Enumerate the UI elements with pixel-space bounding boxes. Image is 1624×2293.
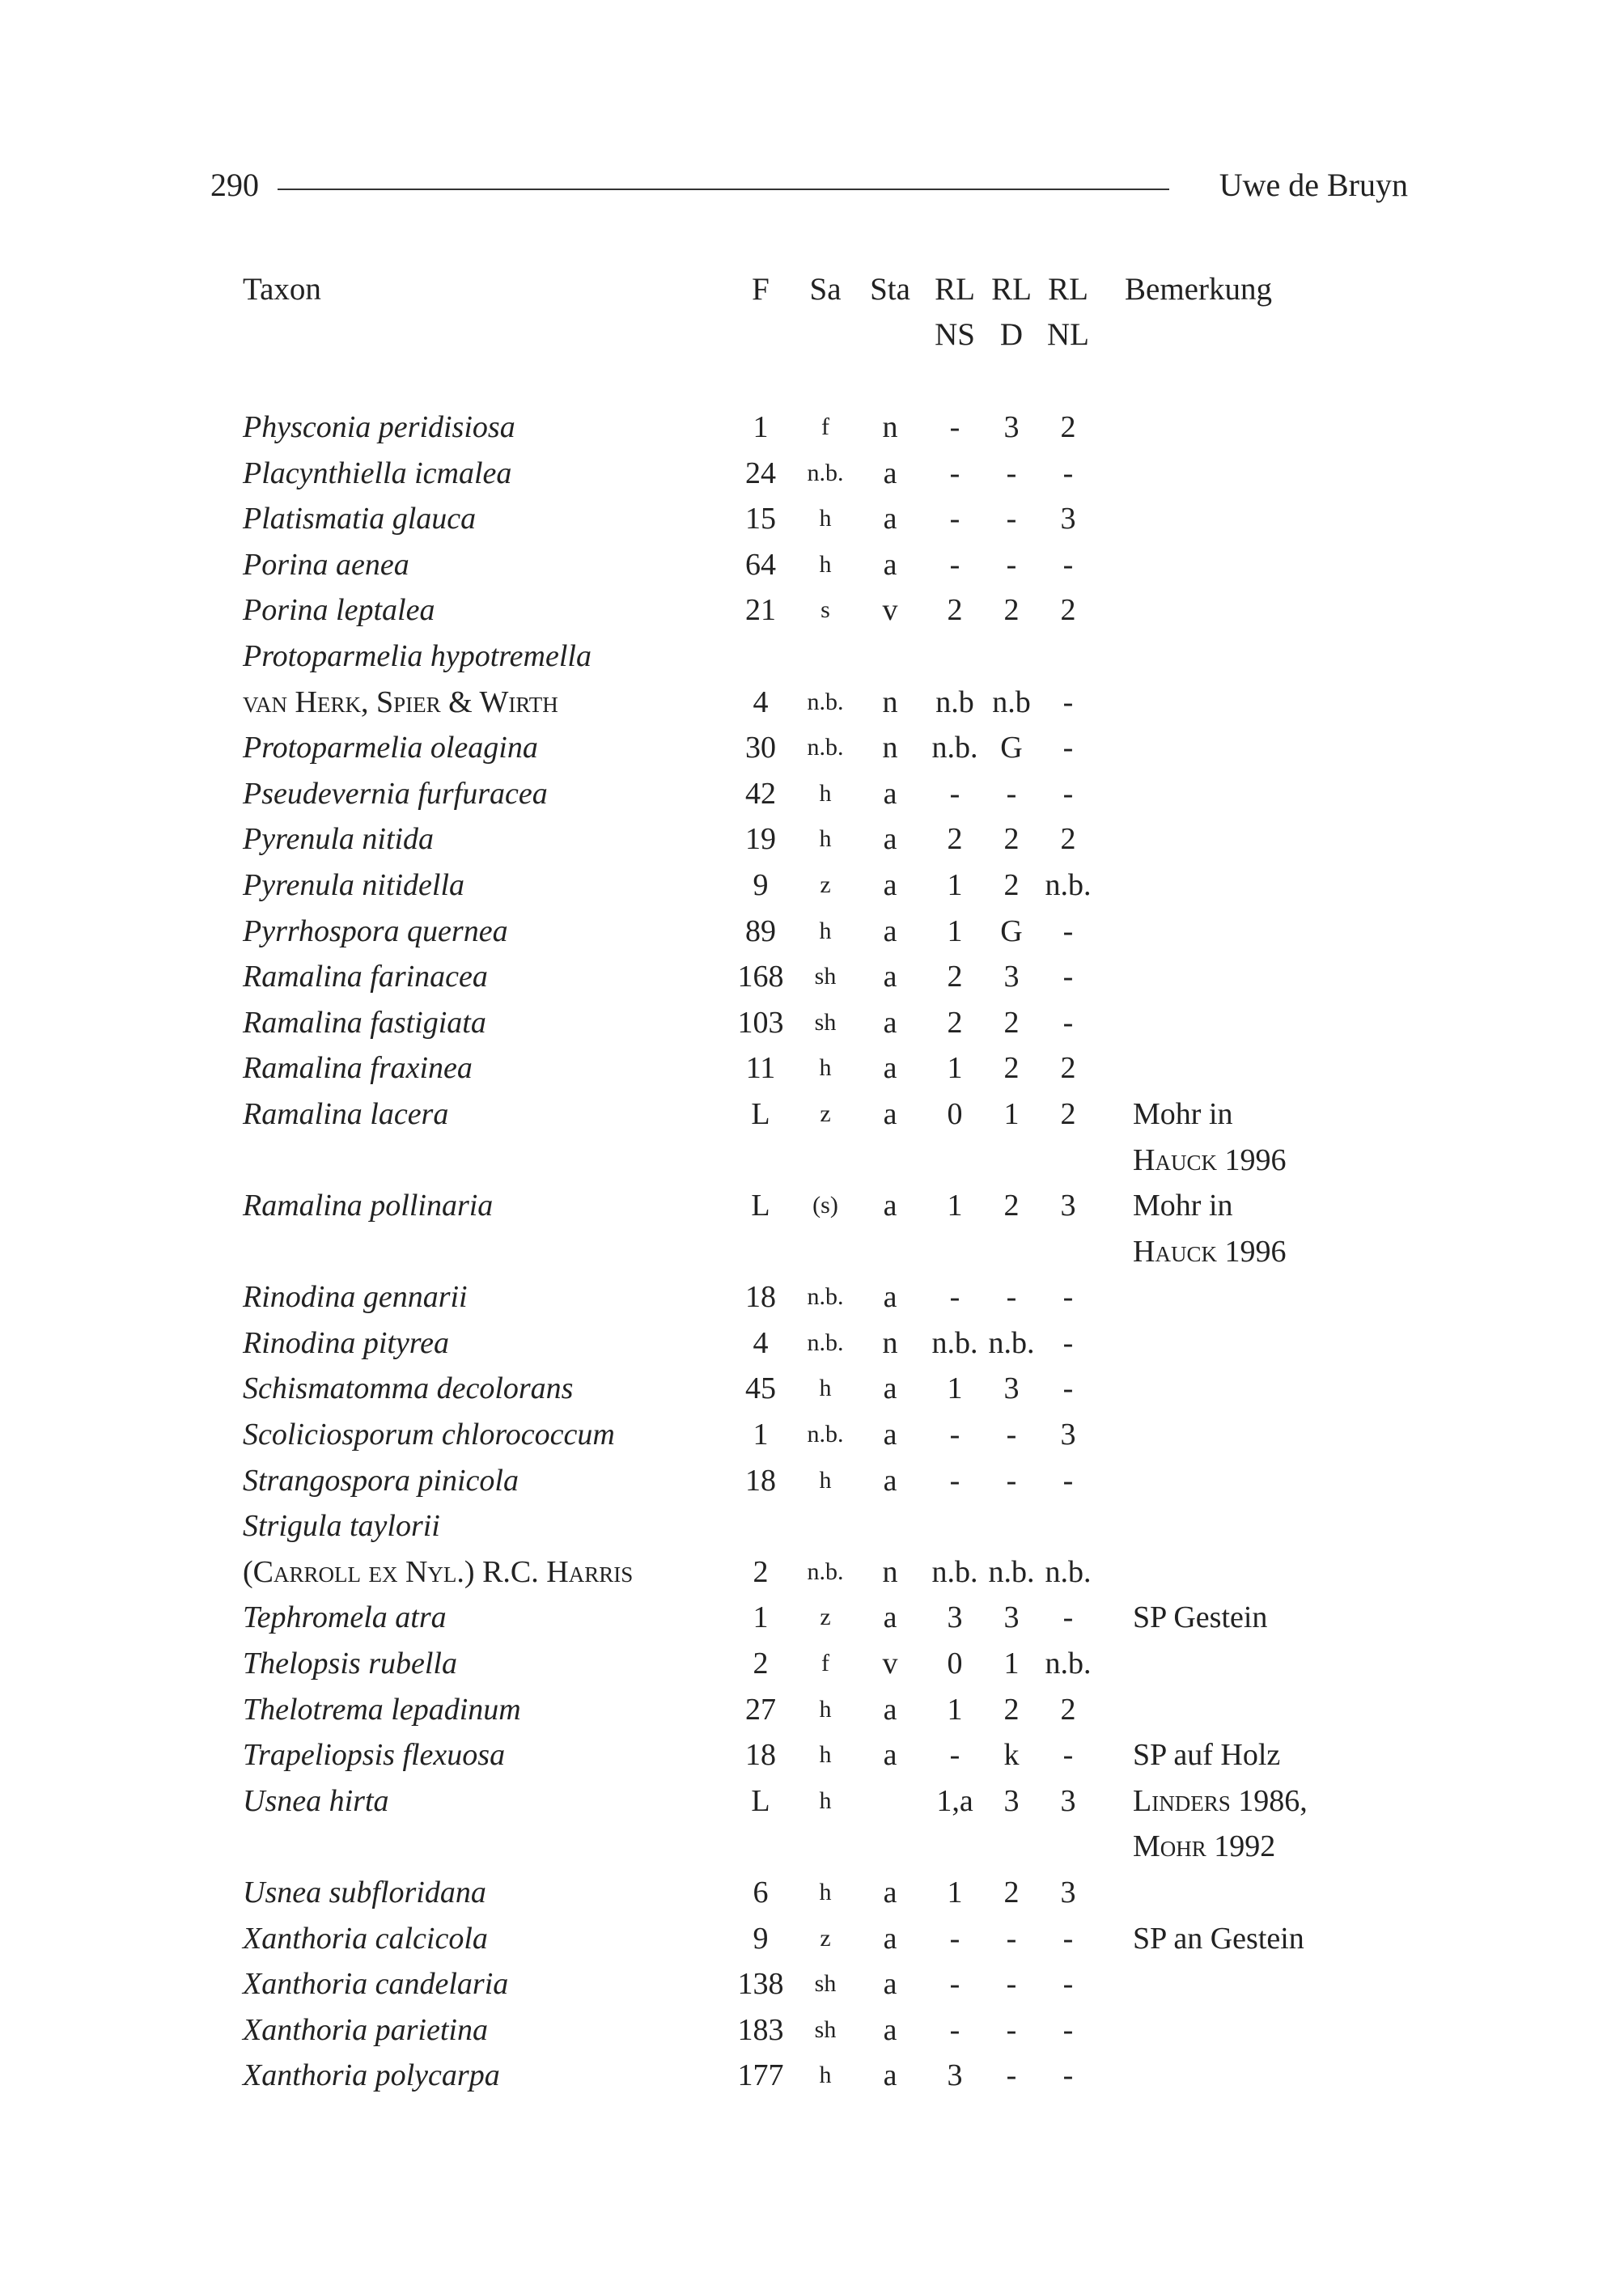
table-row bbox=[243, 1916, 1392, 1962]
rl-d-cell: - bbox=[1006, 1280, 1017, 1315]
rl-ns-cell: 1 bbox=[947, 1371, 963, 1406]
rl-nl-cell: - bbox=[1062, 547, 1074, 582]
table-row bbox=[243, 680, 1392, 726]
rl-d-cell: 3 bbox=[1003, 1371, 1020, 1406]
rl-d-cell: 2 bbox=[1003, 1051, 1020, 1086]
sta-cell: a bbox=[883, 1189, 897, 1223]
sta-cell: a bbox=[883, 1876, 897, 1909]
sa-cell: sh bbox=[814, 1970, 837, 1998]
f-cell: 18 bbox=[745, 1280, 776, 1315]
rl-ns-cell: - bbox=[949, 502, 960, 536]
rl-nl-cell: 3 bbox=[1060, 502, 1076, 536]
table-row bbox=[243, 1778, 1392, 1870]
rl-ns-cell: - bbox=[949, 1463, 960, 1498]
bemerkung-cell bbox=[1133, 1916, 1400, 1962]
sta-cell: a bbox=[883, 456, 897, 490]
f-cell: 24 bbox=[745, 456, 776, 490]
taxon-cell: Pseudevernia furfuracea bbox=[243, 776, 548, 811]
rl-d-cell: 2 bbox=[1003, 1692, 1020, 1727]
header-rule bbox=[278, 189, 1169, 190]
sa-cell: n.b. bbox=[807, 688, 844, 715]
sa-cell: h bbox=[819, 825, 832, 853]
taxon-cell: Thelopsis rubella bbox=[243, 1647, 457, 1681]
bemerkung-line: SP auf Holz bbox=[1133, 1738, 1281, 1773]
sta-cell: a bbox=[883, 1005, 897, 1040]
rl-ns-cell: - bbox=[949, 410, 960, 444]
rl-nl-cell: - bbox=[1062, 1280, 1074, 1315]
rl-ns-cell: 1 bbox=[947, 913, 963, 948]
sta-cell: a bbox=[883, 1371, 897, 1406]
f-cell: L bbox=[751, 1189, 770, 1223]
f-cell: 21 bbox=[745, 593, 776, 628]
bemerkung-cell bbox=[1133, 1732, 1400, 1778]
page-number: 290 bbox=[210, 167, 259, 203]
rl-nl-cell: - bbox=[1062, 1921, 1074, 1956]
rl-nl-cell: - bbox=[1062, 1005, 1074, 1040]
rl-ns-cell: 1 bbox=[947, 1189, 963, 1223]
taxon-cell: Pyrenula nitidella bbox=[243, 867, 465, 902]
rl-nl-cell: - bbox=[1062, 913, 1074, 948]
bemerkung-line: Mohr in bbox=[1133, 1096, 1233, 1131]
f-cell: 103 bbox=[737, 1005, 784, 1040]
sa-cell: sh bbox=[814, 2015, 837, 2043]
sa-cell: n.b. bbox=[807, 1283, 844, 1311]
rl-nl-cell: - bbox=[1062, 685, 1074, 719]
table-row bbox=[243, 2053, 1392, 2099]
table-row bbox=[243, 1274, 1392, 1320]
taxon-cell: Tephromela atra bbox=[243, 1600, 447, 1635]
sta-cell: a bbox=[883, 2012, 897, 2047]
taxon-cell: Thelotrema lepadinum bbox=[243, 1692, 521, 1727]
taxon-cell: Ramalina lacera bbox=[243, 1096, 449, 1131]
table-row bbox=[243, 1732, 1392, 1778]
sa-cell: n.b. bbox=[807, 734, 844, 761]
rl-ns-cell: 2 bbox=[947, 822, 963, 857]
rl-nl-cell: 2 bbox=[1060, 822, 1076, 857]
rl-nl-cell: n.b. bbox=[1045, 867, 1092, 902]
rl-d-cell: 1 bbox=[1003, 1096, 1020, 1131]
taxon-cell: Pyrrhospora quernea bbox=[243, 913, 508, 948]
taxon-cell: Porina aenea bbox=[243, 547, 409, 582]
sta-cell: a bbox=[883, 776, 897, 811]
sa-cell: f bbox=[821, 1650, 829, 1677]
rl-d-cell: 1 bbox=[1003, 1647, 1020, 1681]
rl-ns-cell: n.b bbox=[935, 685, 974, 719]
rl-nl-cell: 3 bbox=[1060, 1783, 1076, 1818]
table-row bbox=[243, 1595, 1392, 1641]
rl-nl-cell: - bbox=[1062, 960, 1074, 994]
f-cell: 9 bbox=[753, 867, 769, 902]
rl-d-cell: 3 bbox=[1003, 1783, 1020, 1818]
col-head-sta: Sta bbox=[870, 272, 910, 307]
f-cell: 18 bbox=[745, 1738, 776, 1773]
f-cell: 1 bbox=[753, 1600, 769, 1635]
col-head-rl-ns: RL NS bbox=[935, 272, 975, 352]
table-row bbox=[243, 1320, 1392, 1367]
bemerkung-cell bbox=[1133, 1595, 1400, 1641]
sa-cell: s bbox=[820, 596, 830, 624]
sa-cell: z bbox=[820, 1100, 831, 1127]
sta-cell: a bbox=[883, 1051, 897, 1086]
rl-d-cell: - bbox=[1006, 2058, 1017, 2093]
taxon-cell: Xanthoria candelaria bbox=[243, 1967, 509, 2002]
sta-cell: a bbox=[883, 913, 897, 948]
rl-ns-cell: 0 bbox=[947, 1096, 963, 1131]
taxon-cell: Trapeliopsis flexuosa bbox=[243, 1738, 506, 1773]
rl-d-cell: - bbox=[1006, 456, 1017, 490]
rl-d-cell: - bbox=[1006, 776, 1017, 811]
sta-cell: n bbox=[882, 1554, 898, 1589]
sta-cell: a bbox=[883, 1418, 897, 1452]
table-row bbox=[243, 1412, 1392, 1458]
table-row bbox=[243, 1687, 1392, 1733]
rl-nl-cell: 2 bbox=[1060, 1096, 1076, 1131]
rl-ns-cell: 3 bbox=[947, 1600, 963, 1635]
rl-nl-cell: - bbox=[1062, 776, 1074, 811]
rl-ns-cell: - bbox=[949, 1921, 960, 1956]
rl-ns-cell: - bbox=[949, 2012, 960, 2047]
sa-cell: z bbox=[820, 1924, 831, 1952]
taxon-cell: Protoparmelia oleagina bbox=[243, 731, 538, 765]
sta-cell: a bbox=[883, 502, 897, 536]
table-row bbox=[243, 1045, 1392, 1091]
taxon-cell: Ramalina farinacea bbox=[243, 960, 488, 994]
table-row bbox=[243, 634, 1392, 680]
sa-cell: h bbox=[819, 1695, 832, 1723]
sa-cell: h bbox=[819, 779, 832, 807]
f-cell: 183 bbox=[737, 2012, 784, 2047]
taxon-cell: Xanthoria polycarpa bbox=[243, 2058, 500, 2093]
col-head-rl-nl: RL NL bbox=[1047, 272, 1089, 352]
sta-cell: v bbox=[882, 593, 898, 628]
taxon-cell: Rinodina pityrea bbox=[243, 1325, 450, 1360]
sta-cell: a bbox=[883, 822, 897, 857]
sa-cell: sh bbox=[814, 1008, 837, 1036]
rl-nl-cell: - bbox=[1062, 1371, 1074, 1406]
rl-d-cell: - bbox=[1006, 1967, 1017, 2002]
f-cell: L bbox=[751, 1096, 770, 1131]
sa-cell: h bbox=[819, 917, 832, 944]
f-cell: 45 bbox=[745, 1371, 776, 1406]
table-row bbox=[243, 1000, 1392, 1046]
table-row bbox=[243, 2007, 1392, 2054]
table-row bbox=[243, 1183, 1392, 1274]
rl-nl-cell: 3 bbox=[1060, 1418, 1076, 1452]
f-cell: 19 bbox=[745, 822, 776, 857]
rl-nl-cell: - bbox=[1062, 1463, 1074, 1498]
f-cell: 11 bbox=[745, 1051, 776, 1086]
sta-cell: a bbox=[883, 867, 897, 902]
rl-nl-cell: - bbox=[1062, 1967, 1074, 2002]
sa-cell: h bbox=[819, 1375, 832, 1402]
f-cell: 1 bbox=[753, 410, 769, 444]
col-head-bemerkung: Bemerkung bbox=[1125, 272, 1272, 307]
table-row bbox=[243, 1091, 1392, 1183]
f-cell: 30 bbox=[745, 731, 776, 765]
sa-cell: n.b. bbox=[807, 459, 844, 486]
rl-d-cell: 2 bbox=[1003, 593, 1020, 628]
taxon-cell: Rinodina gennarii bbox=[243, 1280, 468, 1315]
rl-ns-cell: - bbox=[949, 1280, 960, 1315]
sa-cell: sh bbox=[814, 963, 837, 990]
rl-ns-cell: n.b. bbox=[931, 1325, 978, 1360]
sta-cell: v bbox=[882, 1647, 898, 1681]
f-cell: 89 bbox=[745, 913, 776, 948]
taxon-cell: Scoliciosporum chlorococcum bbox=[243, 1418, 615, 1452]
sta-cell: a bbox=[883, 1692, 897, 1727]
taxon-cell: Ramalina fraxinea bbox=[243, 1051, 473, 1086]
sa-cell: (s) bbox=[812, 1192, 838, 1219]
taxon-cell: van Herk, Spier & Wirth bbox=[243, 685, 558, 719]
taxon-cell: Pyrenula nitida bbox=[243, 822, 435, 857]
rl-d-cell: - bbox=[1006, 502, 1017, 536]
f-cell: 2 bbox=[753, 1554, 769, 1589]
rl-d-cell: n.b bbox=[992, 685, 1031, 719]
taxon-cell: Protoparmelia hypotremella bbox=[243, 638, 592, 673]
table-row bbox=[243, 771, 1392, 817]
rl-ns-cell: - bbox=[949, 776, 960, 811]
rl-ns-cell: n.b. bbox=[931, 731, 978, 765]
sa-cell: z bbox=[820, 1604, 831, 1631]
table-row bbox=[243, 909, 1392, 955]
table-row bbox=[243, 496, 1392, 542]
sta-cell: n bbox=[882, 731, 898, 765]
bemerkung-line: SP an Gestein bbox=[1133, 1921, 1304, 1956]
bemerkung-line: Mohr 1992 bbox=[1133, 1829, 1276, 1864]
taxon-cell: Ramalina fastigiata bbox=[243, 1005, 486, 1040]
rl-ns-cell: 2 bbox=[947, 1005, 963, 1040]
taxon-cell: Platismatia glauca bbox=[243, 502, 477, 536]
sa-cell: n.b. bbox=[807, 1421, 844, 1448]
f-cell: 42 bbox=[745, 776, 776, 811]
sta-cell: n bbox=[882, 410, 898, 444]
sa-cell: f bbox=[821, 413, 829, 440]
rl-d-cell: n.b. bbox=[988, 1554, 1035, 1589]
sa-cell: n.b. bbox=[807, 1558, 844, 1585]
table-row bbox=[243, 954, 1392, 1000]
sta-cell: a bbox=[883, 1096, 897, 1131]
rl-nl-cell: - bbox=[1062, 1738, 1074, 1773]
taxon-cell: (Carroll ex Nyl.) R.C. Harris bbox=[243, 1554, 634, 1589]
table-row bbox=[243, 1641, 1392, 1687]
table-row bbox=[243, 1549, 1392, 1596]
rl-ns-cell: 1 bbox=[947, 867, 963, 902]
rl-nl-cell: n.b. bbox=[1045, 1554, 1092, 1589]
rl-nl-cell: 3 bbox=[1060, 1189, 1076, 1223]
bemerkung-line: SP Gestein bbox=[1133, 1600, 1268, 1635]
rl-ns-cell: 1 bbox=[947, 1051, 963, 1086]
table-row bbox=[243, 542, 1392, 588]
f-cell: 6 bbox=[753, 1876, 769, 1909]
rl-d-cell: 3 bbox=[1003, 960, 1020, 994]
rl-nl-cell: 2 bbox=[1060, 1051, 1076, 1086]
taxon-cell: Usnea subfloridana bbox=[243, 1876, 486, 1909]
rl-nl-cell: 3 bbox=[1060, 1876, 1076, 1909]
taxon-cell: Strigula taylorii bbox=[243, 1509, 440, 1544]
sa-cell: h bbox=[819, 1741, 832, 1769]
sta-cell: a bbox=[883, 1280, 897, 1315]
taxon-cell: Xanthoria parietina bbox=[243, 2012, 488, 2047]
rl-d-cell: 3 bbox=[1003, 1600, 1020, 1635]
rl-ns-cell: 2 bbox=[947, 960, 963, 994]
rl-nl-cell: 2 bbox=[1060, 593, 1076, 628]
header-author: Uwe de Bruyn bbox=[1219, 167, 1408, 203]
rl-d-cell: 2 bbox=[1003, 822, 1020, 857]
col-head-sa: Sa bbox=[809, 272, 842, 307]
f-cell: 168 bbox=[737, 960, 784, 994]
sa-cell: h bbox=[819, 505, 832, 532]
sa-cell: z bbox=[820, 871, 831, 898]
rl-nl-cell: - bbox=[1062, 731, 1074, 765]
rl-d-cell: 2 bbox=[1003, 1005, 1020, 1040]
sa-cell: h bbox=[819, 1787, 832, 1814]
sta-cell: n bbox=[882, 1325, 898, 1360]
bemerkung-line: Hauck 1996 bbox=[1133, 1142, 1287, 1177]
rl-d-cell: G bbox=[1000, 913, 1023, 948]
taxon-cell: Placynthiella icmalea bbox=[243, 456, 512, 490]
rl-d-cell: k bbox=[1003, 1738, 1020, 1773]
rl-ns-cell: - bbox=[949, 547, 960, 582]
rl-ns-cell: - bbox=[949, 1967, 960, 2002]
f-cell: 4 bbox=[753, 1325, 769, 1360]
col-head-rl-d: RL D bbox=[991, 272, 1032, 352]
rl-d-cell: - bbox=[1006, 1921, 1017, 1956]
rl-nl-cell: 2 bbox=[1060, 410, 1076, 444]
rl-ns-cell: 1 bbox=[947, 1876, 963, 1909]
table-row bbox=[243, 725, 1392, 771]
table-row bbox=[243, 1458, 1392, 1504]
table-row bbox=[243, 816, 1392, 863]
rl-d-cell: 3 bbox=[1003, 410, 1020, 444]
f-cell: 18 bbox=[745, 1463, 776, 1498]
taxon-cell: Physconia peridisiosa bbox=[243, 410, 515, 444]
sta-cell: a bbox=[883, 1738, 897, 1773]
rl-ns-cell: 3 bbox=[947, 2058, 963, 2093]
bemerkung-line: Linders 1986, bbox=[1133, 1783, 1308, 1818]
sta-cell: a bbox=[883, 960, 897, 994]
table-row bbox=[243, 451, 1392, 497]
rl-d-cell: - bbox=[1006, 1463, 1017, 1498]
table-row bbox=[243, 1961, 1392, 2007]
rl-nl-cell: - bbox=[1062, 2012, 1074, 2047]
rl-d-cell: - bbox=[1006, 547, 1017, 582]
f-cell: 177 bbox=[737, 2058, 784, 2093]
sta-cell: a bbox=[883, 1463, 897, 1498]
f-cell: 27 bbox=[745, 1692, 776, 1727]
rl-nl-cell: - bbox=[1062, 2058, 1074, 2093]
sta-cell: a bbox=[883, 547, 897, 582]
bemerkung-cell bbox=[1133, 1778, 1400, 1870]
sa-cell: h bbox=[819, 550, 832, 578]
rl-nl-cell: - bbox=[1062, 456, 1074, 490]
table-row bbox=[243, 1503, 1392, 1549]
table-row bbox=[243, 405, 1392, 451]
rl-nl-cell: - bbox=[1062, 1600, 1074, 1635]
rl-d-cell: n.b. bbox=[988, 1325, 1035, 1360]
f-cell: 1 bbox=[753, 1418, 769, 1452]
bemerkung-cell bbox=[1133, 1183, 1400, 1274]
f-cell: 64 bbox=[745, 547, 776, 582]
table-row bbox=[243, 863, 1392, 909]
rl-d-cell: 2 bbox=[1003, 1876, 1020, 1909]
rl-ns-cell: 1 bbox=[947, 1692, 963, 1727]
rl-d-cell: - bbox=[1006, 1418, 1017, 1452]
rl-nl-cell: 2 bbox=[1060, 1692, 1076, 1727]
rl-d-cell: 2 bbox=[1003, 867, 1020, 902]
rl-ns-cell: 1,a bbox=[936, 1783, 973, 1818]
rl-ns-cell: - bbox=[949, 1738, 960, 1773]
sa-cell: h bbox=[819, 2062, 832, 2089]
sa-cell: h bbox=[819, 1466, 832, 1494]
bemerkung-cell bbox=[1133, 1091, 1400, 1183]
sta-cell: a bbox=[883, 1967, 897, 2002]
taxon-cell: Xanthoria calcicola bbox=[243, 1921, 488, 1956]
rl-d-cell: 2 bbox=[1003, 1189, 1020, 1223]
table-body bbox=[243, 405, 1392, 2099]
taxon-cell: Usnea hirta bbox=[243, 1783, 389, 1818]
sta-cell: a bbox=[883, 1600, 897, 1635]
table-row bbox=[243, 1870, 1392, 1916]
col-head-f: F bbox=[752, 272, 770, 307]
bemerkung-line: Hauck 1996 bbox=[1133, 1234, 1287, 1269]
table-row bbox=[243, 1366, 1392, 1412]
f-cell: 15 bbox=[745, 502, 776, 536]
f-cell: L bbox=[751, 1783, 770, 1818]
rl-d-cell: G bbox=[1000, 731, 1023, 765]
col-head-taxon: Taxon bbox=[243, 272, 321, 307]
page-header bbox=[210, 166, 1408, 214]
taxon-cell: Ramalina pollinaria bbox=[243, 1189, 494, 1223]
rl-ns-cell: - bbox=[949, 1418, 960, 1452]
f-cell: 138 bbox=[737, 1967, 784, 2002]
rl-ns-cell: 2 bbox=[947, 593, 963, 628]
f-cell: 9 bbox=[753, 1921, 769, 1956]
bemerkung-line: Mohr in bbox=[1133, 1189, 1233, 1223]
taxon-cell: Strangospora pinicola bbox=[243, 1463, 519, 1498]
sta-cell: a bbox=[883, 2058, 897, 2093]
sa-cell: n.b. bbox=[807, 1329, 844, 1356]
rl-ns-cell: 0 bbox=[947, 1647, 963, 1681]
taxon-cell: Porina leptalea bbox=[243, 593, 435, 628]
sa-cell: h bbox=[819, 1054, 832, 1082]
sa-cell: h bbox=[819, 1879, 832, 1905]
taxon-cell: Schismatomma decolorans bbox=[243, 1371, 574, 1406]
table-row bbox=[243, 587, 1392, 634]
rl-ns-cell: n.b. bbox=[931, 1554, 978, 1589]
rl-nl-cell: n.b. bbox=[1045, 1647, 1092, 1681]
sta-cell: a bbox=[883, 1921, 897, 1956]
rl-ns-cell: - bbox=[949, 456, 960, 490]
sta-cell: n bbox=[882, 685, 898, 719]
rl-nl-cell: - bbox=[1062, 1325, 1074, 1360]
f-cell: 4 bbox=[753, 685, 769, 719]
f-cell: 2 bbox=[753, 1647, 769, 1681]
rl-d-cell: - bbox=[1006, 2012, 1017, 2047]
